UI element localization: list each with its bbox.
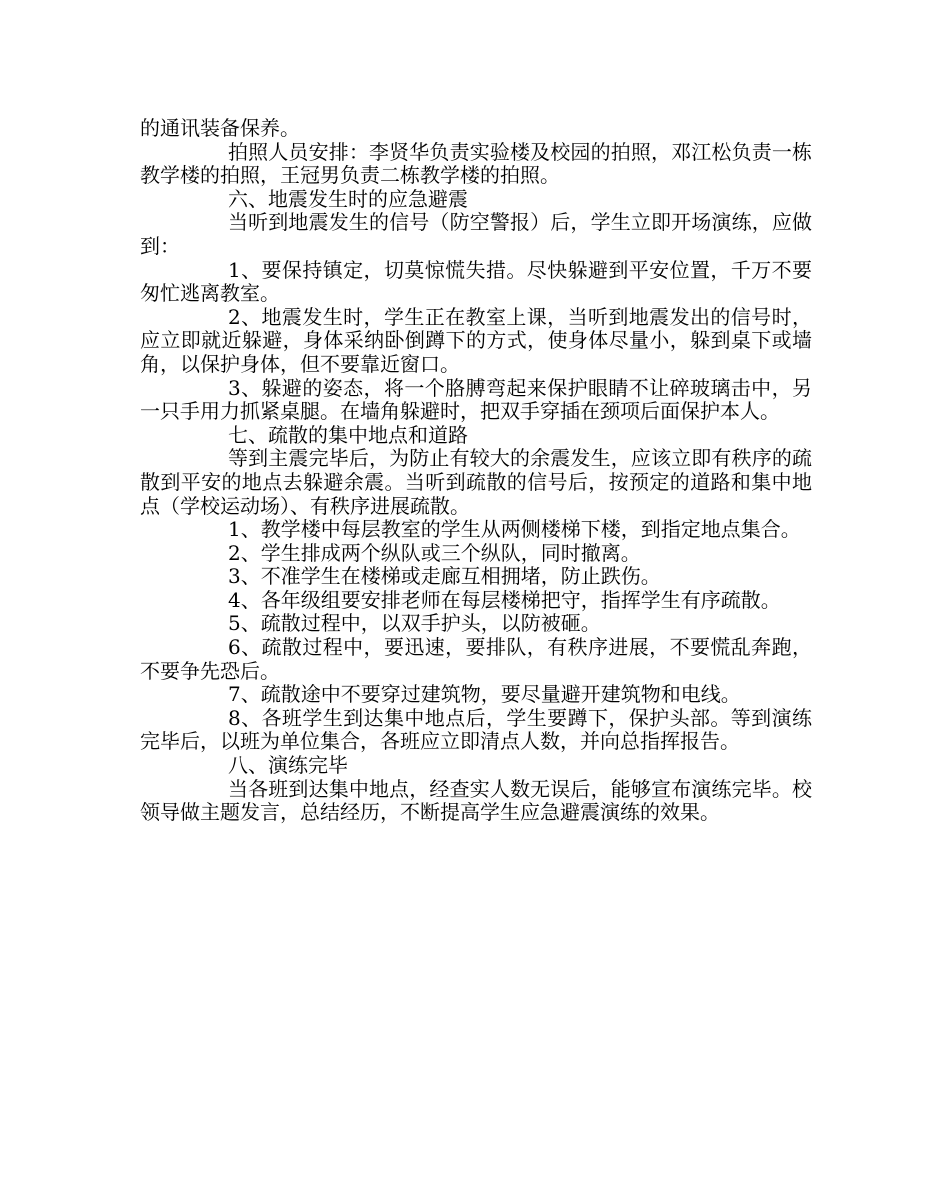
list-item: 3、躲避的姿态，将一个胳膊弯起来保护眼睛不让碎玻璃击中，另一只手用力抓紧桌腿。在墙角躲避时，把双手穿插在颈项后面保护本人。	[140, 375, 812, 424]
paragraph: 当各班到达集中地点，经查实人数无误后，能够宣布演练完毕。校领导做主题发言，总结经历，不断提高学生应急避震演练的效果。	[140, 776, 812, 825]
paragraph: 的通讯装备保养。	[140, 116, 300, 140]
list-item: 1、要保持镇定，切莫惊慌失措。尽快躲避到平安位置，千万不要匆忙逃离教室。	[140, 257, 812, 306]
paragraph: 等到主震完毕后，为防止有较大的余震发生，应该立即有秩序的疏散到平安的地点去躲避余震。当听到疏散的信号后，按预定的道路和集中地点（学校运动场）、有秩序进展疏散。	[140, 446, 812, 518]
paragraph: 当听到地震发生的信号（防空警报）后，学生立即开场演练，应做到：	[140, 210, 812, 258]
list-item: 7、疏散途中不要穿过建筑物，要尽量避开建筑物和电线。	[228, 682, 741, 707]
list-item: 8、各班学生到达集中地点后，学生要蹲下，保护头部。等到演练完毕后，以班为单位集合，各班应立即清点人数，并向总指挥报告。	[140, 705, 812, 754]
list-item: 3、不准学生在楼梯或走廊互相拥堵，防止跌伤。	[228, 564, 661, 589]
list-item: 6、疏散过程中，要迅速，要排队，有秩序进展，不要慌乱奔跑，不要争先恐后。	[140, 635, 812, 683]
paragraph: 拍照人员安排：李贤华负责实验楼及校园的拍照，邓江松负责一栋教学楼的拍照，王冠男负责二栋教学楼的拍照。	[140, 139, 812, 188]
document-body	[140, 117, 812, 825]
section-heading: 七、疏散的集中地点和道路	[228, 422, 468, 447]
section-heading: 六、地震发生时的应急避震	[228, 186, 468, 211]
list-item: 5、疏散过程中，以双手护头，以防被砸。	[228, 611, 601, 636]
section-heading: 八、演练完毕	[228, 753, 348, 778]
list-item: 2、学生排成两个纵队或三个纵队，同时撤离。	[228, 540, 641, 565]
list-item: 4、各年级组要安排老师在每层楼梯把守，指挥学生有序疏散。	[228, 587, 781, 612]
list-item: 1、教学楼中每层教室的学生从两侧楼梯下楼，到指定地点集合。	[228, 517, 801, 542]
list-item: 2、地震发生时，学生正在教室上课，当听到地震发出的信号时，应立即就近躲避，身体采纳卧倒蹲下的方式，使身体尽量小，躲到桌下或墙角，以保护身体，但不要靠近窗口。	[140, 304, 812, 376]
